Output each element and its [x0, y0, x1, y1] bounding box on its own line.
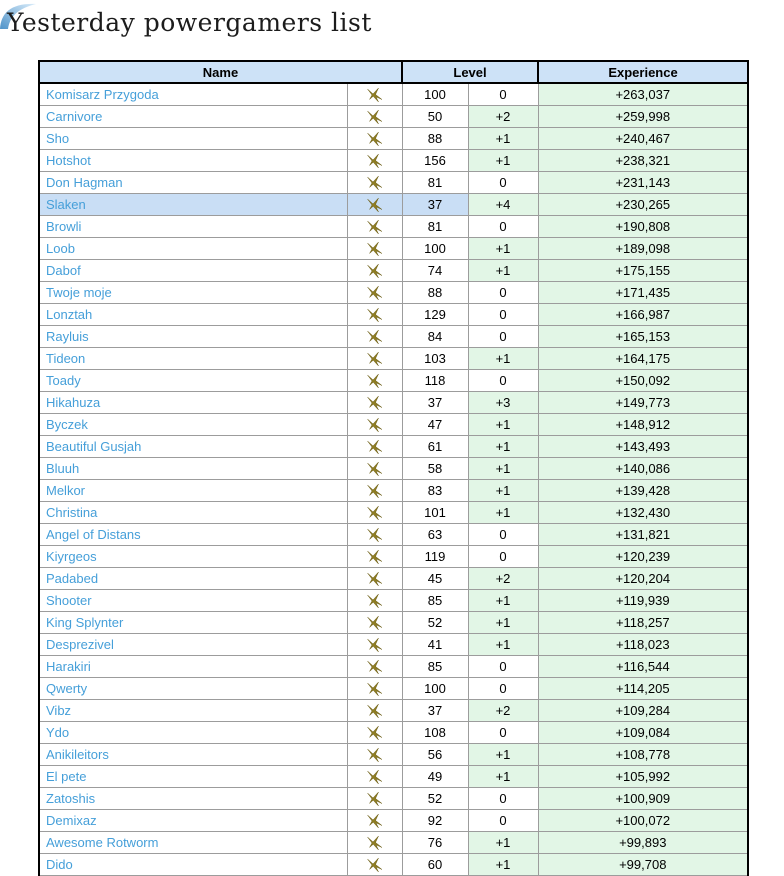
- player-name-link[interactable]: Melkor: [46, 483, 86, 498]
- powergamer-bird-icon: [366, 197, 383, 213]
- level-value: 76: [402, 832, 468, 854]
- powergamer-bird-icon: [366, 461, 383, 477]
- level-change: +2: [468, 568, 538, 590]
- experience-value: +109,084: [538, 722, 748, 744]
- level-change: +1: [468, 260, 538, 282]
- level-value: 41: [402, 634, 468, 656]
- level-change: 0: [468, 810, 538, 832]
- player-name-cell: [39, 128, 347, 150]
- level-change: +1: [468, 150, 538, 172]
- table-row: [39, 810, 748, 832]
- level-value: 85: [402, 590, 468, 612]
- powergamer-icon-cell: [347, 348, 402, 370]
- level-change: +4: [468, 194, 538, 216]
- level-change: +1: [468, 480, 538, 502]
- powergamer-icon-cell: [347, 590, 402, 612]
- level-value: 52: [402, 788, 468, 810]
- player-name-link[interactable]: Rayluis: [46, 329, 89, 344]
- table-row: [39, 744, 748, 766]
- player-name-link[interactable]: Tideon: [46, 351, 86, 366]
- player-name-link[interactable]: Desprezivel: [46, 637, 114, 652]
- player-name-cell: [39, 414, 347, 436]
- powergamer-icon-cell: [347, 458, 402, 480]
- powergamer-bird-icon: [366, 637, 383, 653]
- powergamer-icon-cell: [347, 238, 402, 260]
- powergamer-icon-cell: [347, 392, 402, 414]
- level-change: +2: [468, 700, 538, 722]
- player-name-link[interactable]: Padabed: [46, 571, 99, 586]
- powergamer-bird-icon: [366, 857, 383, 873]
- table-row: [39, 304, 748, 326]
- powergamer-bird-icon: [366, 351, 383, 367]
- player-name-cell: [39, 832, 347, 854]
- powergamer-bird-icon: [366, 791, 383, 807]
- table-row: [39, 348, 748, 370]
- player-name-cell: [39, 744, 347, 766]
- player-name-cell: [39, 502, 347, 524]
- player-name-cell: [39, 480, 347, 502]
- powergamer-bird-icon: [366, 659, 383, 675]
- powergamer-icon-cell: [347, 546, 402, 568]
- player-name-cell: [39, 612, 347, 634]
- level-change: 0: [468, 282, 538, 304]
- experience-value: +140,086: [538, 458, 748, 480]
- powergamer-bird-icon: [366, 131, 383, 147]
- header-experience: Experience: [538, 61, 748, 83]
- player-name-link[interactable]: Komisarz Przygoda: [46, 87, 159, 102]
- player-name-cell: [39, 282, 347, 304]
- level-change: +1: [468, 458, 538, 480]
- experience-value: +150,092: [538, 370, 748, 392]
- level-value: 100: [402, 83, 468, 106]
- experience-value: +114,205: [538, 678, 748, 700]
- table-row: [39, 788, 748, 810]
- level-value: 103: [402, 348, 468, 370]
- level-value: 129: [402, 304, 468, 326]
- player-name-cell: [39, 194, 347, 216]
- experience-value: +99,893: [538, 832, 748, 854]
- player-name-link[interactable]: Hikahuza: [46, 395, 101, 410]
- table-row: [39, 83, 748, 106]
- table-row: [39, 370, 748, 392]
- table-row: [39, 700, 748, 722]
- player-name-link[interactable]: Toady: [46, 373, 81, 388]
- level-change: +1: [468, 128, 538, 150]
- experience-value: +118,257: [538, 612, 748, 634]
- powergamer-icon-cell: [347, 744, 402, 766]
- powergamer-bird-icon: [366, 615, 383, 631]
- player-name-link[interactable]: Kiyrgeos: [46, 549, 97, 564]
- powergamer-bird-icon: [366, 285, 383, 301]
- player-name-cell: [39, 260, 347, 282]
- player-name-link[interactable]: Sho: [46, 131, 70, 146]
- powergamer-bird-icon: [366, 813, 383, 829]
- level-value: 119: [402, 546, 468, 568]
- player-name-link[interactable]: Angel of Distans: [46, 527, 141, 542]
- table-row: [39, 436, 748, 458]
- powergamer-icon-cell: [347, 854, 402, 876]
- table-row: [39, 128, 748, 150]
- experience-value: +109,284: [538, 700, 748, 722]
- player-name-link[interactable]: Dabof: [46, 263, 81, 278]
- level-change: 0: [468, 524, 538, 546]
- experience-value: +100,909: [538, 788, 748, 810]
- level-change: 0: [468, 326, 538, 348]
- player-name-link[interactable]: Browli: [46, 219, 82, 234]
- powergamer-icon-cell: [347, 634, 402, 656]
- player-name-cell: [39, 172, 347, 194]
- powergamer-bird-icon: [366, 109, 383, 125]
- player-name-link[interactable]: Slaken: [46, 197, 86, 212]
- level-change: +1: [468, 634, 538, 656]
- experience-value: +131,821: [538, 524, 748, 546]
- player-name-link[interactable]: Loob: [46, 241, 75, 256]
- powergamer-bird-icon: [366, 681, 383, 697]
- experience-value: +143,493: [538, 436, 748, 458]
- level-value: 118: [402, 370, 468, 392]
- level-value: 101: [402, 502, 468, 524]
- player-name-link[interactable]: Harakiri: [46, 659, 91, 674]
- table-row: [39, 414, 748, 436]
- level-change: +1: [468, 436, 538, 458]
- experience-value: +190,808: [538, 216, 748, 238]
- table-row: [39, 854, 748, 876]
- powergamer-icon-cell: [347, 524, 402, 546]
- player-name-link[interactable]: Shooter: [46, 593, 92, 608]
- powergamer-bird-icon: [366, 769, 383, 785]
- powergamer-bird-icon: [366, 153, 383, 169]
- level-value: 88: [402, 282, 468, 304]
- table-row: [39, 634, 748, 656]
- table-row: [39, 150, 748, 172]
- level-change: +3: [468, 392, 538, 414]
- powergamer-icon-cell: [347, 106, 402, 128]
- player-name-cell: [39, 722, 347, 744]
- experience-value: +238,321: [538, 150, 748, 172]
- level-value: 100: [402, 238, 468, 260]
- powergamer-bird-icon: [366, 373, 383, 389]
- powergamer-bird-icon: [366, 593, 383, 609]
- player-name-link[interactable]: Awesome Rotworm: [46, 835, 159, 850]
- powergamer-bird-icon: [366, 835, 383, 851]
- player-name-link[interactable]: Bluuh: [46, 461, 80, 476]
- player-name-link[interactable]: Ydo: [46, 725, 70, 740]
- powergamer-bird-icon: [366, 725, 383, 741]
- powergamer-icon-cell: [347, 150, 402, 172]
- powergamer-icon-cell: [347, 656, 402, 678]
- level-value: 49: [402, 766, 468, 788]
- table-row: [39, 568, 748, 590]
- player-name-cell: [39, 150, 347, 172]
- powergamer-bird-icon: [366, 263, 383, 279]
- powergamer-icon-cell: [347, 612, 402, 634]
- table-row: [39, 282, 748, 304]
- table-row: [39, 216, 748, 238]
- player-name-cell: [39, 590, 347, 612]
- player-name-cell: [39, 524, 347, 546]
- experience-value: +164,175: [538, 348, 748, 370]
- player-name-cell: [39, 106, 347, 128]
- experience-value: +108,778: [538, 744, 748, 766]
- level-change: 0: [468, 656, 538, 678]
- player-name-link[interactable]: King Splynter: [46, 615, 124, 630]
- player-name-cell: [39, 700, 347, 722]
- level-value: 37: [402, 194, 468, 216]
- experience-value: +263,037: [538, 83, 748, 106]
- level-change: 0: [468, 216, 538, 238]
- level-change: 0: [468, 172, 538, 194]
- experience-value: +118,023: [538, 634, 748, 656]
- player-name-link[interactable]: Vibz: [46, 703, 72, 718]
- level-value: 50: [402, 106, 468, 128]
- player-name-cell: [39, 83, 347, 106]
- powergamer-bird-icon: [366, 175, 383, 191]
- player-name-link[interactable]: Anikileitors: [46, 747, 109, 762]
- player-name-cell: [39, 656, 347, 678]
- powergamer-icon-cell: [347, 304, 402, 326]
- level-value: 156: [402, 150, 468, 172]
- level-value: 108: [402, 722, 468, 744]
- table-row: [39, 106, 748, 128]
- powergamer-bird-icon: [366, 483, 383, 499]
- experience-value: +119,939: [538, 590, 748, 612]
- powergamer-icon-cell: [347, 128, 402, 150]
- powergamer-bird-icon: [366, 219, 383, 235]
- level-value: 56: [402, 744, 468, 766]
- level-value: 81: [402, 216, 468, 238]
- table-row: [39, 480, 748, 502]
- level-value: 81: [402, 172, 468, 194]
- player-name-link[interactable]: Beautiful Gusjah: [46, 439, 142, 454]
- level-value: 100: [402, 678, 468, 700]
- powergamer-icon-cell: [347, 326, 402, 348]
- powergamer-icon-cell: [347, 678, 402, 700]
- powergamer-bird-icon: [366, 571, 383, 587]
- level-change: 0: [468, 370, 538, 392]
- powergamer-icon-cell: [347, 282, 402, 304]
- level-value: 47: [402, 414, 468, 436]
- level-change: 0: [468, 304, 538, 326]
- level-change: +1: [468, 590, 538, 612]
- level-value: 37: [402, 700, 468, 722]
- powergamer-icon-cell: [347, 766, 402, 788]
- level-value: 60: [402, 854, 468, 876]
- powergamer-icon-cell: [347, 722, 402, 744]
- powergamer-bird-icon: [366, 747, 383, 763]
- player-name-link[interactable]: El pete: [46, 769, 87, 784]
- level-value: 84: [402, 326, 468, 348]
- experience-value: +175,155: [538, 260, 748, 282]
- experience-value: +149,773: [538, 392, 748, 414]
- player-name-cell: [39, 854, 347, 876]
- player-name-cell: [39, 788, 347, 810]
- table-row: [39, 590, 748, 612]
- experience-value: +166,987: [538, 304, 748, 326]
- level-value: 37: [402, 392, 468, 414]
- player-name-link[interactable]: Christina: [46, 505, 98, 520]
- table-row: [39, 832, 748, 854]
- player-name-cell: [39, 348, 347, 370]
- header-level: Level: [402, 61, 538, 83]
- level-value: 92: [402, 810, 468, 832]
- level-value: 63: [402, 524, 468, 546]
- level-value: 58: [402, 458, 468, 480]
- powergamer-bird-icon: [366, 87, 383, 103]
- powergamer-icon-cell: [347, 832, 402, 854]
- table-row: [39, 194, 748, 216]
- page-title: Yesterday powergamers list: [7, 8, 372, 37]
- table-row: [39, 260, 748, 282]
- experience-value: +148,912: [538, 414, 748, 436]
- powergamer-bird-icon: [366, 549, 383, 565]
- player-name-cell: [39, 326, 347, 348]
- player-name-cell: [39, 766, 347, 788]
- experience-value: +240,467: [538, 128, 748, 150]
- table-row: [39, 678, 748, 700]
- table-row: [39, 326, 748, 348]
- powergamer-icon-cell: [347, 788, 402, 810]
- table-row: [39, 502, 748, 524]
- level-change: +1: [468, 502, 538, 524]
- level-change: +2: [468, 106, 538, 128]
- powergamer-icon-cell: [347, 370, 402, 392]
- level-change: +1: [468, 766, 538, 788]
- level-value: 74: [402, 260, 468, 282]
- level-value: 52: [402, 612, 468, 634]
- level-change: 0: [468, 722, 538, 744]
- level-change: +1: [468, 612, 538, 634]
- powergamers-table: [38, 60, 749, 876]
- player-name-cell: [39, 568, 347, 590]
- player-name-link[interactable]: Demixaz: [46, 813, 97, 828]
- powergamer-bird-icon: [366, 307, 383, 323]
- level-value: 85: [402, 656, 468, 678]
- table-row: [39, 458, 748, 480]
- powergamer-bird-icon: [366, 241, 383, 257]
- level-change: 0: [468, 546, 538, 568]
- table-body: [39, 83, 748, 876]
- level-value: 45: [402, 568, 468, 590]
- experience-value: +231,143: [538, 172, 748, 194]
- experience-value: +105,992: [538, 766, 748, 788]
- level-change: 0: [468, 788, 538, 810]
- experience-value: +100,072: [538, 810, 748, 832]
- powergamer-icon-cell: [347, 568, 402, 590]
- player-name-cell: [39, 678, 347, 700]
- experience-value: +132,430: [538, 502, 748, 524]
- powergamer-icon-cell: [347, 502, 402, 524]
- table-row: [39, 612, 748, 634]
- table-row: [39, 546, 748, 568]
- powergamer-icon-cell: [347, 216, 402, 238]
- player-name-cell: [39, 304, 347, 326]
- level-change: 0: [468, 678, 538, 700]
- table-row: [39, 172, 748, 194]
- level-change: +1: [468, 744, 538, 766]
- powergamer-icon-cell: [347, 194, 402, 216]
- experience-value: +116,544: [538, 656, 748, 678]
- experience-value: +139,428: [538, 480, 748, 502]
- player-name-link[interactable]: Hotshot: [46, 153, 91, 168]
- powergamer-icon-cell: [347, 436, 402, 458]
- powergamer-icon-cell: [347, 480, 402, 502]
- table-row: [39, 656, 748, 678]
- powergamer-icon-cell: [347, 810, 402, 832]
- player-name-link[interactable]: Don Hagman: [46, 175, 123, 190]
- experience-value: +230,265: [538, 194, 748, 216]
- player-name-cell: [39, 392, 347, 414]
- powergamer-bird-icon: [366, 417, 383, 433]
- level-change: +1: [468, 348, 538, 370]
- powergamer-bird-icon: [366, 527, 383, 543]
- level-change: +1: [468, 238, 538, 260]
- powergamer-bird-icon: [366, 703, 383, 719]
- powergamer-icon-cell: [347, 700, 402, 722]
- table-row: [39, 238, 748, 260]
- player-name-cell: [39, 370, 347, 392]
- powergamer-icon-cell: [347, 83, 402, 106]
- player-name-link[interactable]: Dido: [46, 857, 73, 872]
- level-change: +1: [468, 832, 538, 854]
- table-row: [39, 524, 748, 546]
- header-name: Name: [39, 61, 402, 83]
- level-change: +1: [468, 414, 538, 436]
- level-value: 83: [402, 480, 468, 502]
- experience-value: +165,153: [538, 326, 748, 348]
- page-header: [0, 0, 372, 52]
- level-value: 88: [402, 128, 468, 150]
- player-name-link[interactable]: Byczek: [46, 417, 88, 432]
- table-row: [39, 722, 748, 744]
- level-value: 61: [402, 436, 468, 458]
- player-name-link[interactable]: Twoje moje: [46, 285, 112, 300]
- powergamer-bird-icon: [366, 505, 383, 521]
- experience-value: +189,098: [538, 238, 748, 260]
- table-row: [39, 392, 748, 414]
- table-header-row: [39, 61, 748, 83]
- experience-value: +120,239: [538, 546, 748, 568]
- player-name-link[interactable]: Qwerty: [46, 681, 88, 696]
- level-change: 0: [468, 83, 538, 106]
- player-name-cell: [39, 436, 347, 458]
- player-name-cell: [39, 238, 347, 260]
- player-name-cell: [39, 458, 347, 480]
- powergamer-bird-icon: [366, 395, 383, 411]
- experience-value: +171,435: [538, 282, 748, 304]
- experience-value: +120,204: [538, 568, 748, 590]
- experience-value: +259,998: [538, 106, 748, 128]
- powergamer-bird-icon: [366, 329, 383, 345]
- player-name-cell: [39, 546, 347, 568]
- player-name-link[interactable]: Zatoshis: [46, 791, 96, 806]
- powergamer-icon-cell: [347, 260, 402, 282]
- powergamer-icon-cell: [347, 172, 402, 194]
- player-name-cell: [39, 634, 347, 656]
- level-change: +1: [468, 854, 538, 876]
- powergamer-bird-icon: [366, 439, 383, 455]
- table-row: [39, 766, 748, 788]
- player-name-link[interactable]: Carnivore: [46, 109, 103, 124]
- experience-value: +99,708: [538, 854, 748, 876]
- player-name-cell: [39, 216, 347, 238]
- powergamer-icon-cell: [347, 414, 402, 436]
- player-name-cell: [39, 810, 347, 832]
- player-name-link[interactable]: Lonztah: [46, 307, 93, 322]
